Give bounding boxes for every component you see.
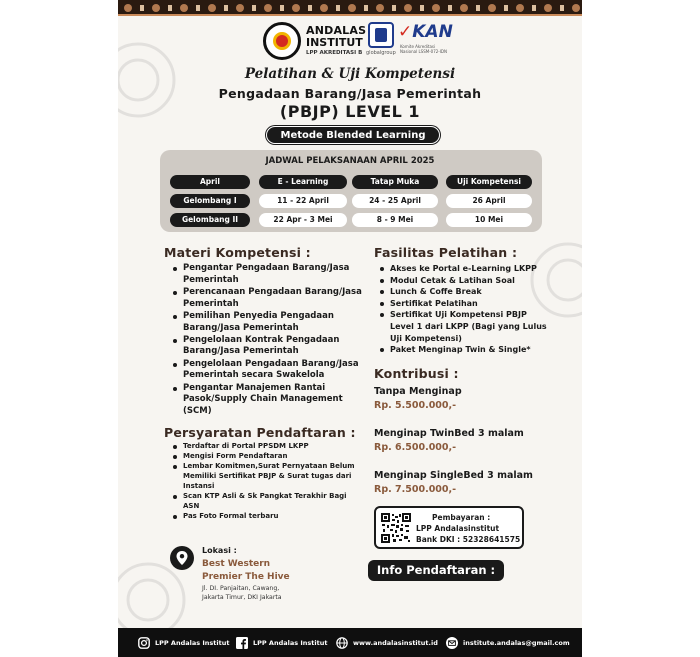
iso-certification-icon <box>368 22 394 48</box>
schedule-row-label: Gelombang II <box>170 213 250 227</box>
footer-instagram[interactable] <box>138 636 229 650</box>
globe-icon <box>336 637 348 649</box>
schedule-header-cell: April <box>170 175 250 189</box>
list-item: Modul Cetak & Latihan Soal <box>377 275 547 287</box>
persyaratan-list <box>170 441 360 521</box>
persyaratan-heading: Persyaratan Pendaftaran : <box>164 425 356 440</box>
qr-code-icon[interactable] <box>381 513 411 543</box>
list-item: Lembar Komitmen,Surat Pernyataan Belum Memiliki Sertifikat PBJP & Surat tugas dari Instansi <box>170 461 360 491</box>
schedule-cell: 22 Apr - 3 Mei <box>259 213 347 227</box>
list-item: Scan KTP Asli & Sk Pangkat Terakhir Bagi ASN <box>170 491 360 511</box>
materi-heading: Materi Kompetensi : <box>164 245 311 260</box>
list-item: Akses ke Portal e-Learning LKPP <box>377 263 547 275</box>
payment-label: Pembayaran : <box>432 513 491 522</box>
schedule-header-cell: Uji Kompetensi <box>446 175 532 189</box>
batik-border <box>118 0 582 16</box>
list-item: Sertifikat Uji Kompetensi PBJP Level 1 dari LKPP (Bagi yang Lulus Uji Kompetensi) <box>377 309 547 344</box>
schedule-cell: 10 Mei <box>446 213 532 227</box>
fasilitas-list <box>377 263 547 356</box>
location-name-line1: Best Western <box>202 559 271 569</box>
kontribusi-label: Menginap TwinBed 3 malam <box>374 428 524 439</box>
payment-box <box>374 506 524 549</box>
email-icon <box>446 637 458 649</box>
brand-accreditation: LPP AKREDITASI B <box>306 50 363 56</box>
title-line3: (PBJP) LEVEL 1 <box>279 102 421 121</box>
list-item: Pas Foto Formal terbaru <box>170 511 360 521</box>
list-item: Paket Menginap Twin & Single* <box>377 344 547 356</box>
kan-logo <box>398 22 453 42</box>
kontribusi-price: Rp. 7.500.000,- <box>374 484 457 495</box>
brand-line2: INSTITUT <box>306 36 363 49</box>
location-address <box>202 584 282 602</box>
title-line2: Pengadaan Barang/Jasa Pemerintah <box>218 86 482 101</box>
schedule-cell: 24 - 25 April <box>352 194 438 208</box>
title-line1: Pelatihan & Uji Kompetensi <box>244 66 456 82</box>
method-badge: Metode Blended Learning <box>266 126 440 144</box>
list-item: Pengelolaan Pengadaan Barang/Jasa Pemerintah secara Swakelola <box>170 359 366 382</box>
location-name-line2: Premier The Hive <box>202 572 290 582</box>
payment-account-name: LPP Andalasinstitut <box>416 524 500 533</box>
logo-row <box>118 20 582 64</box>
list-item: Mengisi Form Pendaftaran <box>170 451 360 461</box>
schedule-cell: 8 - 9 Mei <box>352 213 438 227</box>
facebook-icon <box>236 637 248 649</box>
location-address-line1: Jl. DI. Panjaitan, Cawang, <box>202 585 280 592</box>
footer-facebook[interactable] <box>236 636 327 650</box>
right-margin <box>582 0 700 657</box>
kan-check-icon: ✓ <box>398 22 413 42</box>
materi-list <box>170 263 366 418</box>
list-item: Pengantar Manajemen Rantai Pasok/Supply Chain Management (SCM) <box>170 383 366 418</box>
location-address-line2: Jakarta Timur, DKI Jakarta <box>202 594 282 601</box>
footer-instagram-text: LPP Andalas Institut <box>155 639 230 647</box>
footer-bar <box>118 628 582 657</box>
list-item: Lunch & Coffe Break <box>377 286 547 298</box>
instagram-icon <box>138 637 150 649</box>
list-item: Perencanaan Pengadaan Barang/Jasa Pemerintah <box>170 287 366 310</box>
kan-caption: Komite Akreditasi Nasional LSSM-072-IDN <box>400 44 447 54</box>
kan-logo-text: KAN <box>412 22 453 42</box>
schedule-header-cell: Tatap Muka <box>352 175 438 189</box>
left-margin <box>0 0 118 657</box>
footer-website-text: www.andalasinstitut.id <box>353 639 438 647</box>
list-item: Terdaftar di Portal PPSDM LKPP <box>170 441 360 451</box>
location-name <box>202 558 290 584</box>
list-item: Pengelolaan Kontrak Pengadaan Barang/Jasa Pemerintah <box>170 335 366 358</box>
schedule-cell: 11 - 22 April <box>259 194 347 208</box>
kontribusi-price: Rp. 6.500.000,- <box>374 442 457 453</box>
schedule-header-cell: E - Learning <box>259 175 347 189</box>
location-label: Lokasi : <box>202 546 237 555</box>
brand-line1: ANDALAS <box>306 24 367 37</box>
fasilitas-heading: Fasilitas Pelatihan : <box>374 245 518 260</box>
andalas-logo-icon <box>263 22 301 60</box>
list-item: Pengantar Pengadaan Barang/Jasa Pemerintah <box>170 263 366 286</box>
footer-facebook-text: LPP Andalas Institut <box>253 639 328 647</box>
cert-caption: globalgroup <box>366 50 396 56</box>
footer-email[interactable] <box>446 636 570 650</box>
location-pin-icon <box>170 546 194 570</box>
footer-email-text: institute.andalas@gmail.com <box>463 639 570 647</box>
footer-website[interactable] <box>336 636 438 650</box>
kontribusi-heading: Kontribusi : <box>374 366 459 381</box>
schedule-title: JADWAL PELAKSANAAN APRIL 2025 <box>265 156 435 166</box>
payment-info <box>416 512 520 545</box>
kontribusi-price: Rp. 5.500.000,- <box>374 400 457 411</box>
payment-bank: Bank DKI : 52328641575 <box>416 535 521 544</box>
list-item: Pemilihan Penyedia Pengadaan Barang/Jasa Pemerintah <box>170 311 366 334</box>
schedule-cell: 26 April <box>446 194 532 208</box>
info-pendaftaran-button[interactable]: Info Pendaftaran : <box>368 560 504 581</box>
brand-name <box>306 25 366 57</box>
list-item: Sertifikat Pelatihan <box>377 298 547 310</box>
kontribusi-label: Menginap SingleBed 3 malam <box>374 470 533 481</box>
kontribusi-label: Tanpa Menginap <box>374 386 462 397</box>
schedule-row-label: Gelombang I <box>170 194 250 208</box>
poster <box>118 0 582 657</box>
